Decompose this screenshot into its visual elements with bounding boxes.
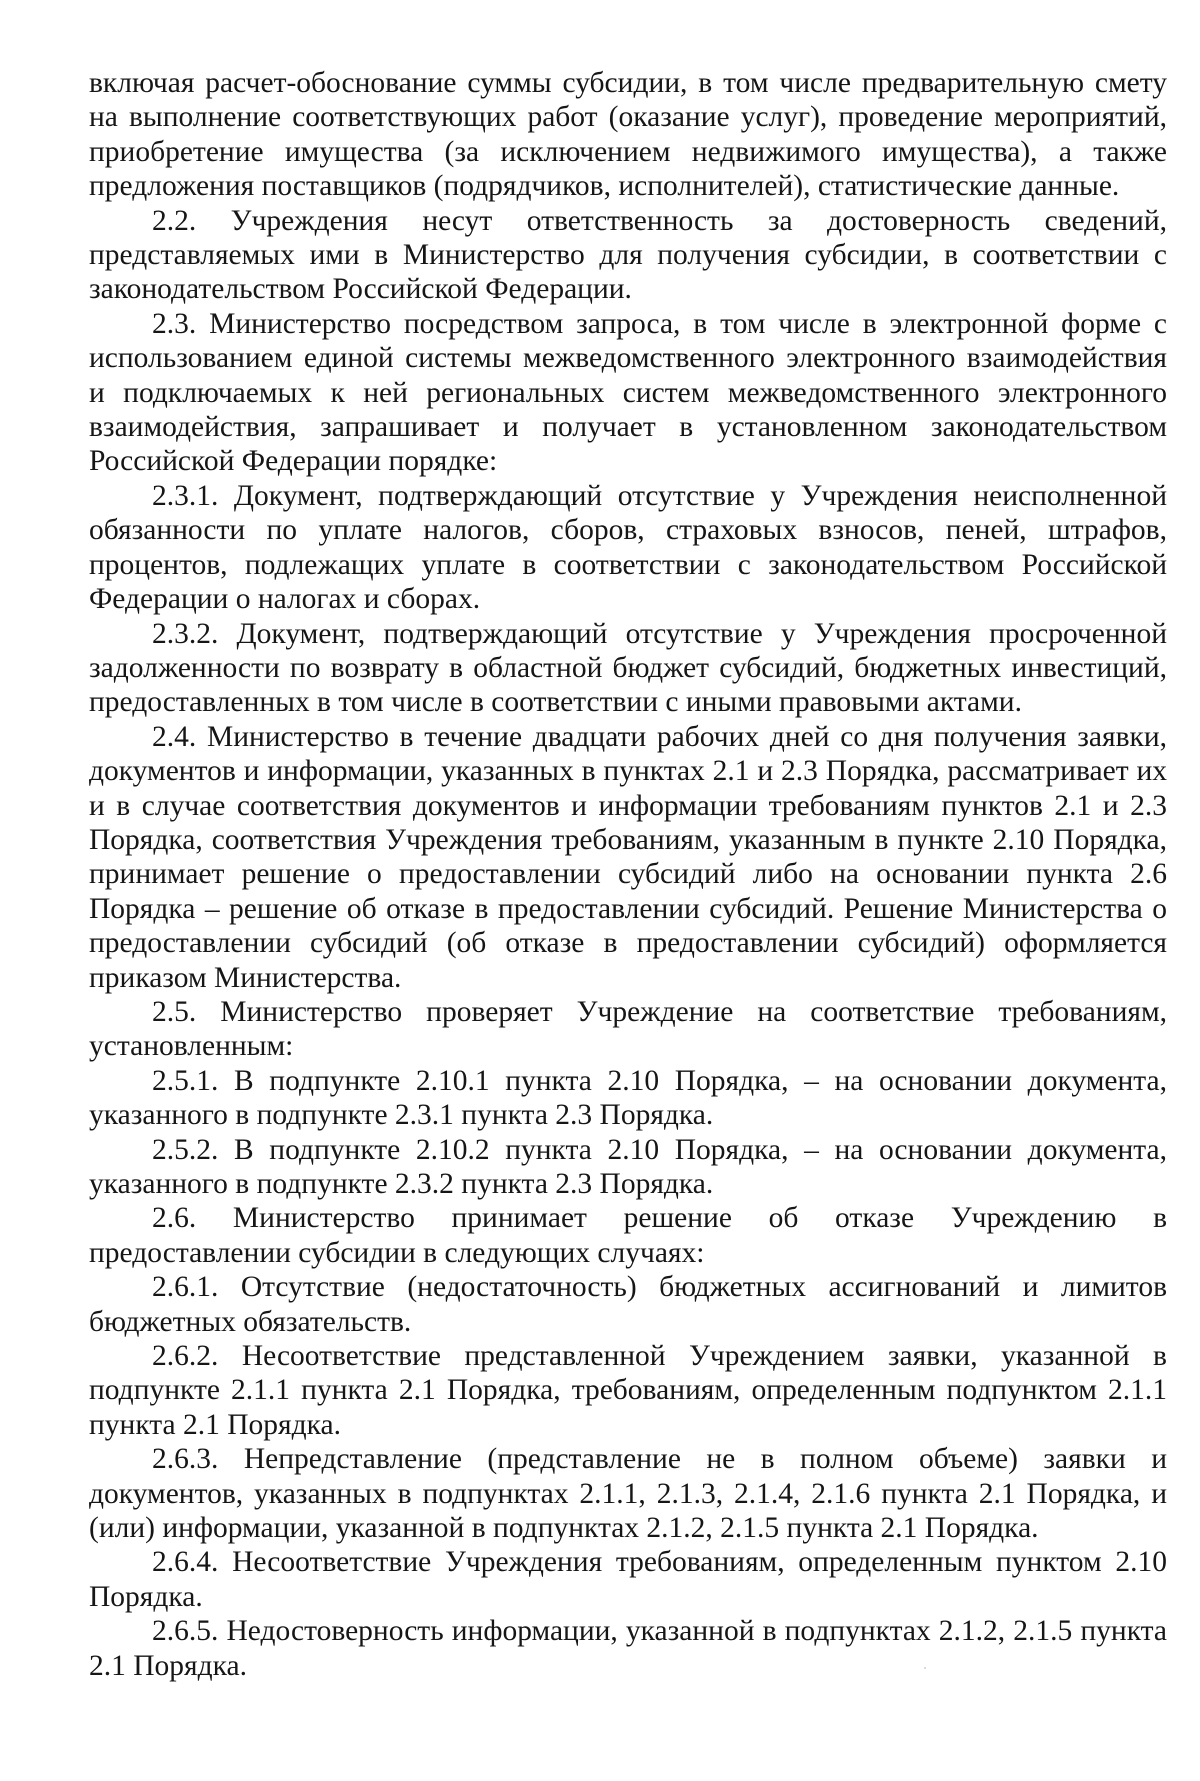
paragraph-continuation: включая расчет-обоснование суммы субсидии, в том числе предварительную смету на выполнение соответствующих работ (оказание услуг), проведение мероприятий, приобретение имущества (за исключением недвижимого имущества), а также предложения поставщиков (подрядчиков, исполнителей), статистические данные.: [89, 67, 1167, 203]
document-body: [89, 66, 1167, 1683]
paragraph-2-5: 2.5. Министерство проверяет Учреждение на соответствие требованиям, установленным:: [89, 995, 1167, 1063]
paragraph-2-2: 2.2. Учреждения несут ответственность за достоверность сведений, представляемых ими в Министерство для получения субсидии, в соответствии с законодательством Российской Федерации.: [89, 204, 1167, 306]
scan-speck: [924, 1667, 926, 1669]
paragraph-2-5-2: 2.5.2. В подпункте 2.10.2 пункта 2.10 Порядка, – на основании документа, указанного в подпункте 2.3.2 пункта 2.3 Порядка.: [89, 1133, 1167, 1200]
paragraph-2-6-3: 2.6.3. Непредставление (представление не в полном объеме) заявки и документов, указанных в подпунктах 2.1.1, 2.1.3, 2.1.4, 2.1.6 пункта 2.1 Порядка, и (или) информации, указанной в подпунктах 2.1.2, 2.1.5 пункта 2.1 Порядка.: [89, 1443, 1167, 1545]
paragraph-2-6-5: 2.6.5. Недостоверность информации, указанной в подпунктах 2.1.2, 2.1.5 пункта 2.1 Порядка.: [89, 1615, 1167, 1682]
paragraph-2-3: 2.3. Министерство посредством запроса, в том числе в электронной форме с использованием единой системы межведомственного электронного взаимодействия и подключаемых к ней региональных систем межведомственного электронного взаимодействия, запрашивает и получает в установленном законодательством Российской Федерации порядке:: [89, 307, 1167, 478]
paragraph-2-3-2: 2.3.2. Документ, подтверждающий отсутствие у Учреждения просроченной задолженности по возврату в областной бюджет субсидий, бюджетных инвестиций, предоставленных в том числе в соответствии с иными правовыми актами.: [89, 617, 1167, 719]
paragraph-2-6-2: 2.6.2. Несоответствие представленной Учреждением заявки, указанной в подпункте 2.1.1 пункта 2.1 Порядка, требованиям, определенным подпунктом 2.1.1 пункта 2.1 Порядка.: [89, 1340, 1167, 1441]
paragraph-2-5-1: 2.5.1. В подпункте 2.10.1 пункта 2.10 Порядка, – на основании документа, указанного в подпункте 2.3.1 пункта 2.3 Порядка.: [89, 1064, 1167, 1132]
paragraph-2-6: 2.6. Министерство принимает решение об отказе Учреждению в предоставлении субсидии в следующих случаях:: [89, 1202, 1167, 1269]
paragraph-2-3-1: 2.3.1. Документ, подтверждающий отсутствие у Учреждения неисполненной обязанности по уплате налогов, сборов, страховых взносов, пеней, штрафов, процентов, подлежащих уплате в соответствии с законодательством Российской Федерации о налогах и сборах.: [89, 479, 1167, 616]
paragraph-2-4: 2.4. Министерство в течение двадцати рабочих дней со дня получения заявки, документов и информации, указанных в пунктах 2.1 и 2.3 Порядка, рассматривает их и в случае соответствия документов и информации требованиям пунктов 2.1 и 2.3 Порядка, соответствия Учреждения требованиям, указанным в пункте 2.10 Порядка, принимает решение о предоставлении субсидий либо на основании пункта 2.6 Порядка – решение об отказе в предоставлении субсидий. Решение Министерства о предоставлении субсидий (об отказе в предоставлении субсидий) оформляется приказом Министерства.: [89, 720, 1167, 994]
paragraph-2-6-4: 2.6.4. Несоответствие Учреждения требованиям, определенным пунктом 2.10 Порядка.: [89, 1546, 1167, 1613]
paragraph-2-6-1: 2.6.1. Отсутствие (недостаточность) бюджетных ассигнований и лимитов бюджетных обязательств.: [89, 1271, 1167, 1338]
